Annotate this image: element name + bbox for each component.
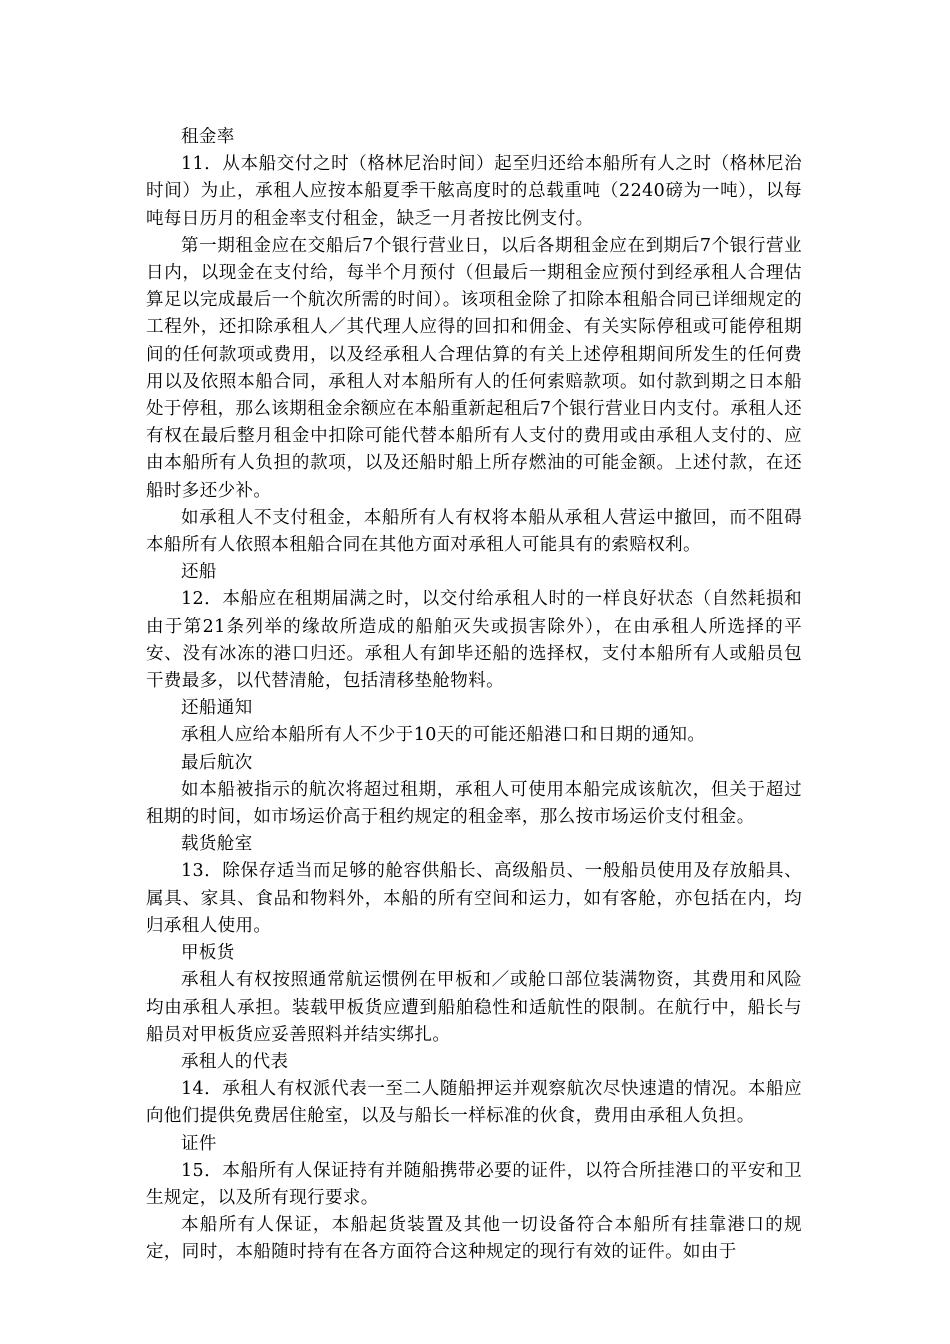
section-heading-last-voyage: 最后航次 xyxy=(181,752,253,773)
section-heading-rent-rate: 租金率 xyxy=(181,127,235,147)
owners-guarantee-paragraph: 本船所有人保证，本船起货装置及其他一切设备符合本船所有挂靠港口的规定，同时，本船随时持有在各方面符合这种规定的现行有效的证件。如由于 xyxy=(146,1215,802,1263)
clause-12-paragraph: 12．本船应在租期届满之时，以交付给承租人时的一样良好状态（自然耗损和由于第21条列举的缘故所造成的船舶灭失或损害除外），在由承租人所选择的平安、没有冰冻的港口归还。承租人有卸毕还船的选择权，支付本船所有人或船员包干费最多，以代替清舱，包括清移垫舱物料。 xyxy=(146,589,802,692)
clause-14-paragraph: 14．承租人有权派代表一至二人随船押运并观察航次尽快速遣的情况。本船应向他们提供免费居住舱室，以及与船长一样标准的伙食，费用由承租人负担。 xyxy=(146,1079,802,1127)
clause-11-paragraph: 11．从本船交付之时（格林尼治时间）起至归还给本船所有人之时（格林尼治时间）为止，承租人应按本船夏季干舷高度时的总载重吨（2240磅为一吨），以每吨每日历月的租金率支付租金，缺乏一月者按比例支付。 xyxy=(146,154,802,229)
section-heading-deck-cargo: 甲板货 xyxy=(181,943,235,964)
clause-15-paragraph: 15．本船所有人保证持有并随船携带必要的证件，以符合所挂港口的平安和卫生规定，以及所有现行要求。 xyxy=(146,1160,802,1208)
deck-cargo-paragraph: 承租人有权按照通常航运惯例在甲板和／或舱口部位装满物资，其费用和风险均由承租人承担。装载甲板货应遭到船舶稳性和适航性的限制。在航行中，船长与船员对甲板货应妥善照料并结实绑扎。 xyxy=(146,970,802,1045)
section-heading-redelivery: 还船 xyxy=(181,562,217,583)
clause-13-paragraph: 13．除保存适当而足够的舱容供船长、高级船员、一般船员使用及存放船具、属具、家具、食品和物料外，本船的所有空间和运力，如有客舱，亦包括在内，均归承租人使用。 xyxy=(146,861,802,936)
section-heading-charterers-representative: 承租人的代表 xyxy=(181,1051,289,1072)
section-heading-redelivery-notice: 还船通知 xyxy=(181,698,253,719)
section-heading-cargo-space: 载货舱室 xyxy=(181,834,253,855)
section-heading-certificates: 证件 xyxy=(181,1133,217,1154)
document-page xyxy=(146,124,802,1267)
last-voyage-paragraph: 如本船被指示的航次将超过租期，承租人可使用本船完成该航次，但关于超过租期的时间，如市场运价高于租约规定的租金率，那么按市场运价支付租金。 xyxy=(146,779,802,828)
non-payment-withdrawal-paragraph: 如承租人不支付租金，本船所有人有权将本船从承租人营运中撤回，而不阻碍本船所有人依照本租船合同在其他方面对承租人可能具有的索赔权利。 xyxy=(146,507,802,556)
first-rent-payment-paragraph: 第一期租金应在交船后7个银行营业日，以后各期租金应在到期后7个银行营业日内，以现金在支付给，每半个月预付（但最后一期租金应预付到经承租人合理估算足以完成最后一个航次所需的时间）。该项租金除了扣除本租船合同已详细规定的工程外，还扣除承租人／其代理人应得的回扣和佣金、有关实际停租或可能停租期间的任何款项或费用，以及经承租人合理估算的有关上述停租期间所发生的任何费用以及依照本船合同，承租人对本船所有人的任何索赔款项。如付款到期之日本船处于停租，那么该期租金余额应在本船重新起租后7个银行营业日内支付。承租人还有权在最后整月租金中扣除可能代替本船所有人支付的费用或由承租人支付的、应由本船所有人负担的款项，以及还船时船上所存燃油的可能金额。上述付款，在还船时多还少补。 xyxy=(146,235,802,501)
redelivery-notice-paragraph: 承租人应给本船所有人不少于10天的可能还船港口和日期的通知。 xyxy=(181,725,706,746)
